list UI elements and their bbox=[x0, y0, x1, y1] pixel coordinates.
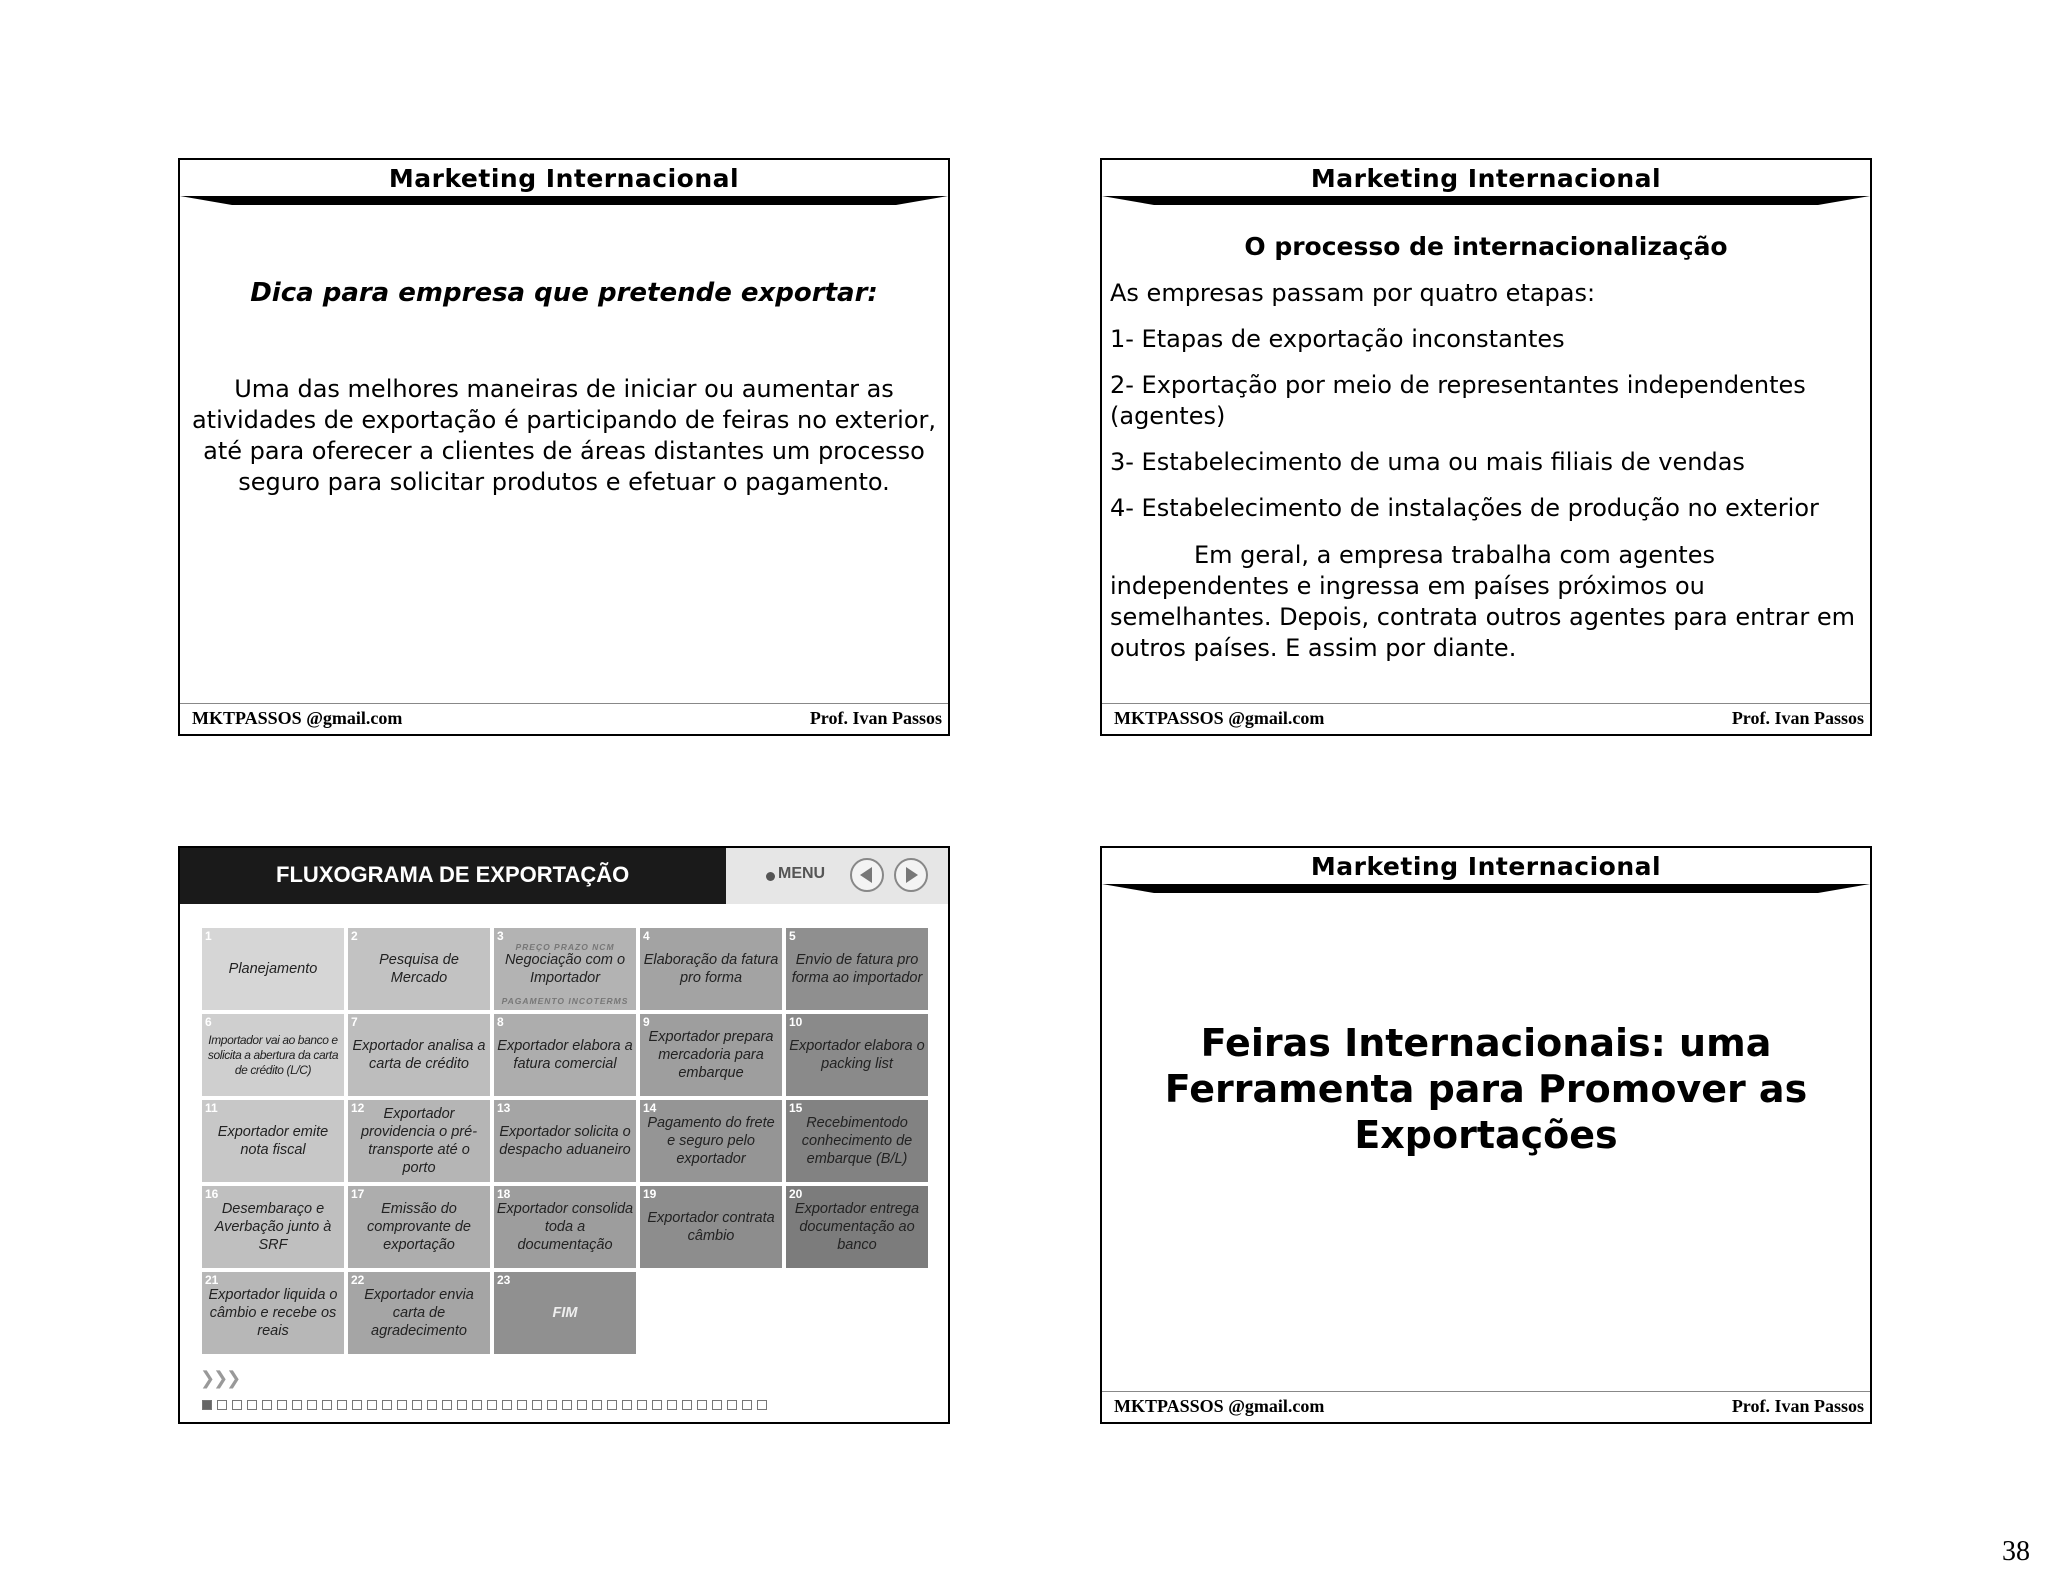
flowchart-step bbox=[202, 928, 344, 1010]
progress-square bbox=[742, 1400, 752, 1410]
step-label: Exportador contrata câmbio bbox=[647, 1210, 775, 1244]
flowchart-grid bbox=[202, 928, 932, 1348]
step-number: 5 bbox=[789, 929, 796, 943]
progress-square bbox=[217, 1400, 227, 1410]
step-label: Exportador solicita o despacho aduaneiro bbox=[499, 1124, 631, 1158]
flowchart-step bbox=[786, 1100, 928, 1182]
slide-footer bbox=[1102, 1391, 1870, 1422]
flowchart-step bbox=[640, 1014, 782, 1096]
step-label: Envio de fatura pro forma ao importador bbox=[791, 952, 923, 986]
step-number: 23 bbox=[497, 1273, 511, 1287]
progress-square bbox=[292, 1400, 302, 1410]
slide-1 bbox=[178, 158, 950, 736]
progress-square bbox=[337, 1400, 347, 1410]
progress-square bbox=[622, 1400, 632, 1410]
flowchart-step bbox=[202, 1186, 344, 1268]
progress-square bbox=[307, 1400, 317, 1410]
flowchart-step bbox=[494, 1014, 636, 1096]
step-label: Exportador entrega documentação ao banco bbox=[794, 1201, 920, 1253]
progress-square bbox=[592, 1400, 602, 1410]
progress-square bbox=[727, 1400, 737, 1410]
slide-paragraph: Em geral, a empresa trabalha com agentes independentes e ingressa em países próximos ou semelhantes. Depois, contrata outros agentes para entrar em outros países. E assim por diante. bbox=[1110, 541, 1855, 662]
step-number: 6 bbox=[205, 1015, 212, 1029]
progress-square bbox=[262, 1400, 272, 1410]
header-divider bbox=[1102, 884, 1870, 898]
progress-square bbox=[397, 1400, 407, 1410]
footer-author: Prof. Ivan Passos bbox=[1731, 1396, 1864, 1416]
flowchart-step bbox=[640, 928, 782, 1010]
slide-title: Marketing Internacional bbox=[1310, 164, 1662, 193]
step-label: Exportador providencia o pré-transporte até o porto bbox=[360, 1106, 478, 1176]
list-item: 2- Exportação por meio de representantes independentes (agentes) bbox=[1110, 371, 1806, 430]
arrow-left-icon bbox=[852, 860, 882, 890]
flowchart-step bbox=[494, 1272, 636, 1354]
step-number: 21 bbox=[205, 1273, 219, 1287]
footer-email: MKTPASSOS @gmail.com bbox=[1114, 708, 1325, 728]
step-number: 3 bbox=[497, 929, 504, 943]
slide-4 bbox=[1100, 846, 1872, 1424]
step-label: Elaboração da fatura pro forma bbox=[643, 952, 779, 986]
progress-square bbox=[547, 1400, 557, 1410]
step-number: 19 bbox=[643, 1187, 657, 1201]
flowchart-step bbox=[348, 1014, 490, 1096]
slide-footer bbox=[180, 703, 948, 734]
step-number: 22 bbox=[351, 1273, 365, 1287]
flowchart-step bbox=[494, 928, 636, 1010]
flowchart-step bbox=[348, 1100, 490, 1182]
slide-footer bbox=[1102, 703, 1870, 734]
slide-title: Marketing Internacional bbox=[1310, 852, 1662, 881]
step-number: 12 bbox=[351, 1101, 365, 1115]
step-number: 17 bbox=[351, 1187, 365, 1201]
step-label: Exportador elabora o packing list bbox=[789, 1038, 925, 1072]
slide-main-title: Feiras Internacionais: uma Ferramenta para Promover as Exportações bbox=[1164, 1021, 1808, 1157]
step-number: 16 bbox=[205, 1187, 219, 1201]
step-number: 4 bbox=[643, 929, 650, 943]
step-label: Emissão do comprovante de exportação bbox=[367, 1201, 471, 1253]
progress-square bbox=[472, 1400, 482, 1410]
progress-square bbox=[367, 1400, 377, 1410]
step-label: Exportador liquida o câmbio e recebe os reais bbox=[208, 1287, 338, 1339]
slide-heading: O processo de internacionalização bbox=[1244, 232, 1728, 261]
list-item: 4- Estabelecimento de instalações de produção no exterior bbox=[1110, 494, 1819, 522]
progress-square bbox=[712, 1400, 722, 1410]
flowchart-step bbox=[348, 1186, 490, 1268]
slide-heading: Dica para empresa que pretende exportar: bbox=[250, 278, 878, 308]
step-number: 15 bbox=[789, 1101, 803, 1115]
step-note: PREÇO PRAZO NCM bbox=[515, 942, 615, 952]
progress-indicator bbox=[202, 1400, 772, 1414]
step-label: Importador vai ao banco e solicita a abertura da carta de crédito (L/C) bbox=[207, 1032, 339, 1077]
flowchart-step bbox=[348, 928, 490, 1010]
flowchart-step bbox=[348, 1272, 490, 1354]
page-number: 38 bbox=[2002, 1536, 2030, 1567]
step-label: Negociação com o Importador bbox=[504, 952, 626, 986]
step-number: 7 bbox=[351, 1015, 358, 1029]
list-item: 1- Etapas de exportação inconstantes bbox=[1110, 325, 1565, 353]
step-number: 2 bbox=[351, 929, 358, 943]
step-label: Exportador consolida toda a documentação bbox=[496, 1201, 634, 1253]
step-number: 11 bbox=[205, 1101, 218, 1115]
progress-square bbox=[412, 1400, 422, 1410]
progress-square bbox=[652, 1400, 662, 1410]
progress-square bbox=[577, 1400, 587, 1410]
progress-square bbox=[607, 1400, 617, 1410]
progress-square bbox=[352, 1400, 362, 1410]
flowchart-step bbox=[640, 1100, 782, 1182]
flowchart-step bbox=[202, 1014, 344, 1096]
step-label: FIM bbox=[552, 1305, 578, 1321]
step-number: 14 bbox=[643, 1101, 657, 1115]
flowchart-step bbox=[202, 1100, 344, 1182]
slide-header bbox=[180, 160, 948, 200]
flowchart-step bbox=[786, 1014, 928, 1096]
previous-button[interactable] bbox=[850, 858, 884, 892]
slide-2 bbox=[1100, 158, 1872, 736]
header-divider bbox=[1102, 196, 1870, 210]
slide-title: Marketing Internacional bbox=[388, 164, 740, 193]
slide-body: Uma das melhores maneiras de iniciar ou aumentar as atividades de exportação é participando de feiras no exterior, até para oferecer a clientes de áreas distantes um processo seguro para solicitar produtos e efetuar o pagamento. bbox=[191, 375, 937, 496]
step-label: Desembaraço e Averbação junto à SRF bbox=[214, 1201, 332, 1253]
progress-square bbox=[247, 1400, 257, 1410]
step-number: 1 bbox=[205, 929, 212, 943]
progress-square bbox=[322, 1400, 332, 1410]
slide-intro: As empresas passam por quatro etapas: bbox=[1110, 279, 1596, 307]
step-note: PAGAMENTO INCOTERMS bbox=[501, 996, 629, 1006]
progress-square bbox=[277, 1400, 287, 1410]
progress-square bbox=[502, 1400, 512, 1410]
footer-author: Prof. Ivan Passos bbox=[809, 708, 942, 728]
step-label: Exportador envia carta de agradecimento bbox=[364, 1287, 474, 1339]
footer-email: MKTPASSOS @gmail.com bbox=[1114, 1396, 1325, 1416]
step-number: 8 bbox=[497, 1015, 504, 1029]
step-number: 9 bbox=[643, 1015, 650, 1029]
progress-square bbox=[667, 1400, 677, 1410]
step-label: Planejamento bbox=[228, 961, 318, 977]
flowchart-step bbox=[786, 1186, 928, 1268]
step-label: Recebimentodo conhecimento de embarque (B/L) bbox=[801, 1115, 913, 1167]
progress-square bbox=[232, 1400, 242, 1410]
bullet-icon bbox=[766, 872, 775, 881]
next-button[interactable] bbox=[894, 858, 928, 892]
flowchart-step bbox=[786, 928, 928, 1010]
progress-square bbox=[487, 1400, 497, 1410]
step-label: Exportador elabora a fatura comercial bbox=[497, 1038, 633, 1072]
progress-square bbox=[637, 1400, 647, 1410]
step-label: Exportador emite nota fiscal bbox=[217, 1124, 329, 1158]
flowchart-step bbox=[494, 1100, 636, 1182]
step-label: Exportador analisa a carta de crédito bbox=[352, 1038, 486, 1072]
progress-square bbox=[532, 1400, 542, 1410]
slide-3-flowchart bbox=[178, 846, 950, 1424]
flowchart-menu-bar bbox=[726, 848, 948, 904]
progress-square bbox=[427, 1400, 437, 1410]
progress-square bbox=[442, 1400, 452, 1410]
arrow-right-icon bbox=[896, 860, 926, 890]
step-number: 18 bbox=[497, 1187, 511, 1201]
flowchart-step bbox=[640, 1186, 782, 1268]
progress-square bbox=[757, 1400, 767, 1410]
progress-square bbox=[682, 1400, 692, 1410]
slide-header bbox=[1102, 848, 1870, 888]
step-label: Pagamento do frete e seguro pelo exportador bbox=[647, 1115, 775, 1167]
step-label: Pesquisa de Mercado bbox=[379, 952, 459, 986]
progress-square bbox=[562, 1400, 572, 1410]
flowchart-step bbox=[202, 1272, 344, 1354]
menu-button[interactable]: MENU bbox=[778, 865, 826, 882]
progress-square bbox=[457, 1400, 467, 1410]
slide-header bbox=[1102, 160, 1870, 200]
flowchart-title-bar bbox=[180, 848, 726, 904]
footer-author: Prof. Ivan Passos bbox=[1731, 708, 1864, 728]
step-number: 20 bbox=[789, 1187, 803, 1201]
step-label: Exportador prepara mercadoria para embarque bbox=[648, 1029, 774, 1081]
flowchart-title: FLUXOGRAMA DE EXPORTAÇÃO bbox=[276, 862, 630, 887]
chevrons-icon: ❯❯❯ bbox=[200, 1368, 240, 1389]
progress-square bbox=[202, 1400, 212, 1410]
progress-square bbox=[517, 1400, 527, 1410]
flowchart-step bbox=[494, 1186, 636, 1268]
footer-email: MKTPASSOS @gmail.com bbox=[192, 708, 403, 728]
list-item: 3- Estabelecimento de uma ou mais filiais de vendas bbox=[1110, 448, 1745, 476]
progress-square bbox=[382, 1400, 392, 1410]
step-number: 13 bbox=[497, 1101, 511, 1115]
header-divider bbox=[180, 196, 948, 210]
progress-square bbox=[697, 1400, 707, 1410]
step-number: 10 bbox=[789, 1015, 803, 1029]
